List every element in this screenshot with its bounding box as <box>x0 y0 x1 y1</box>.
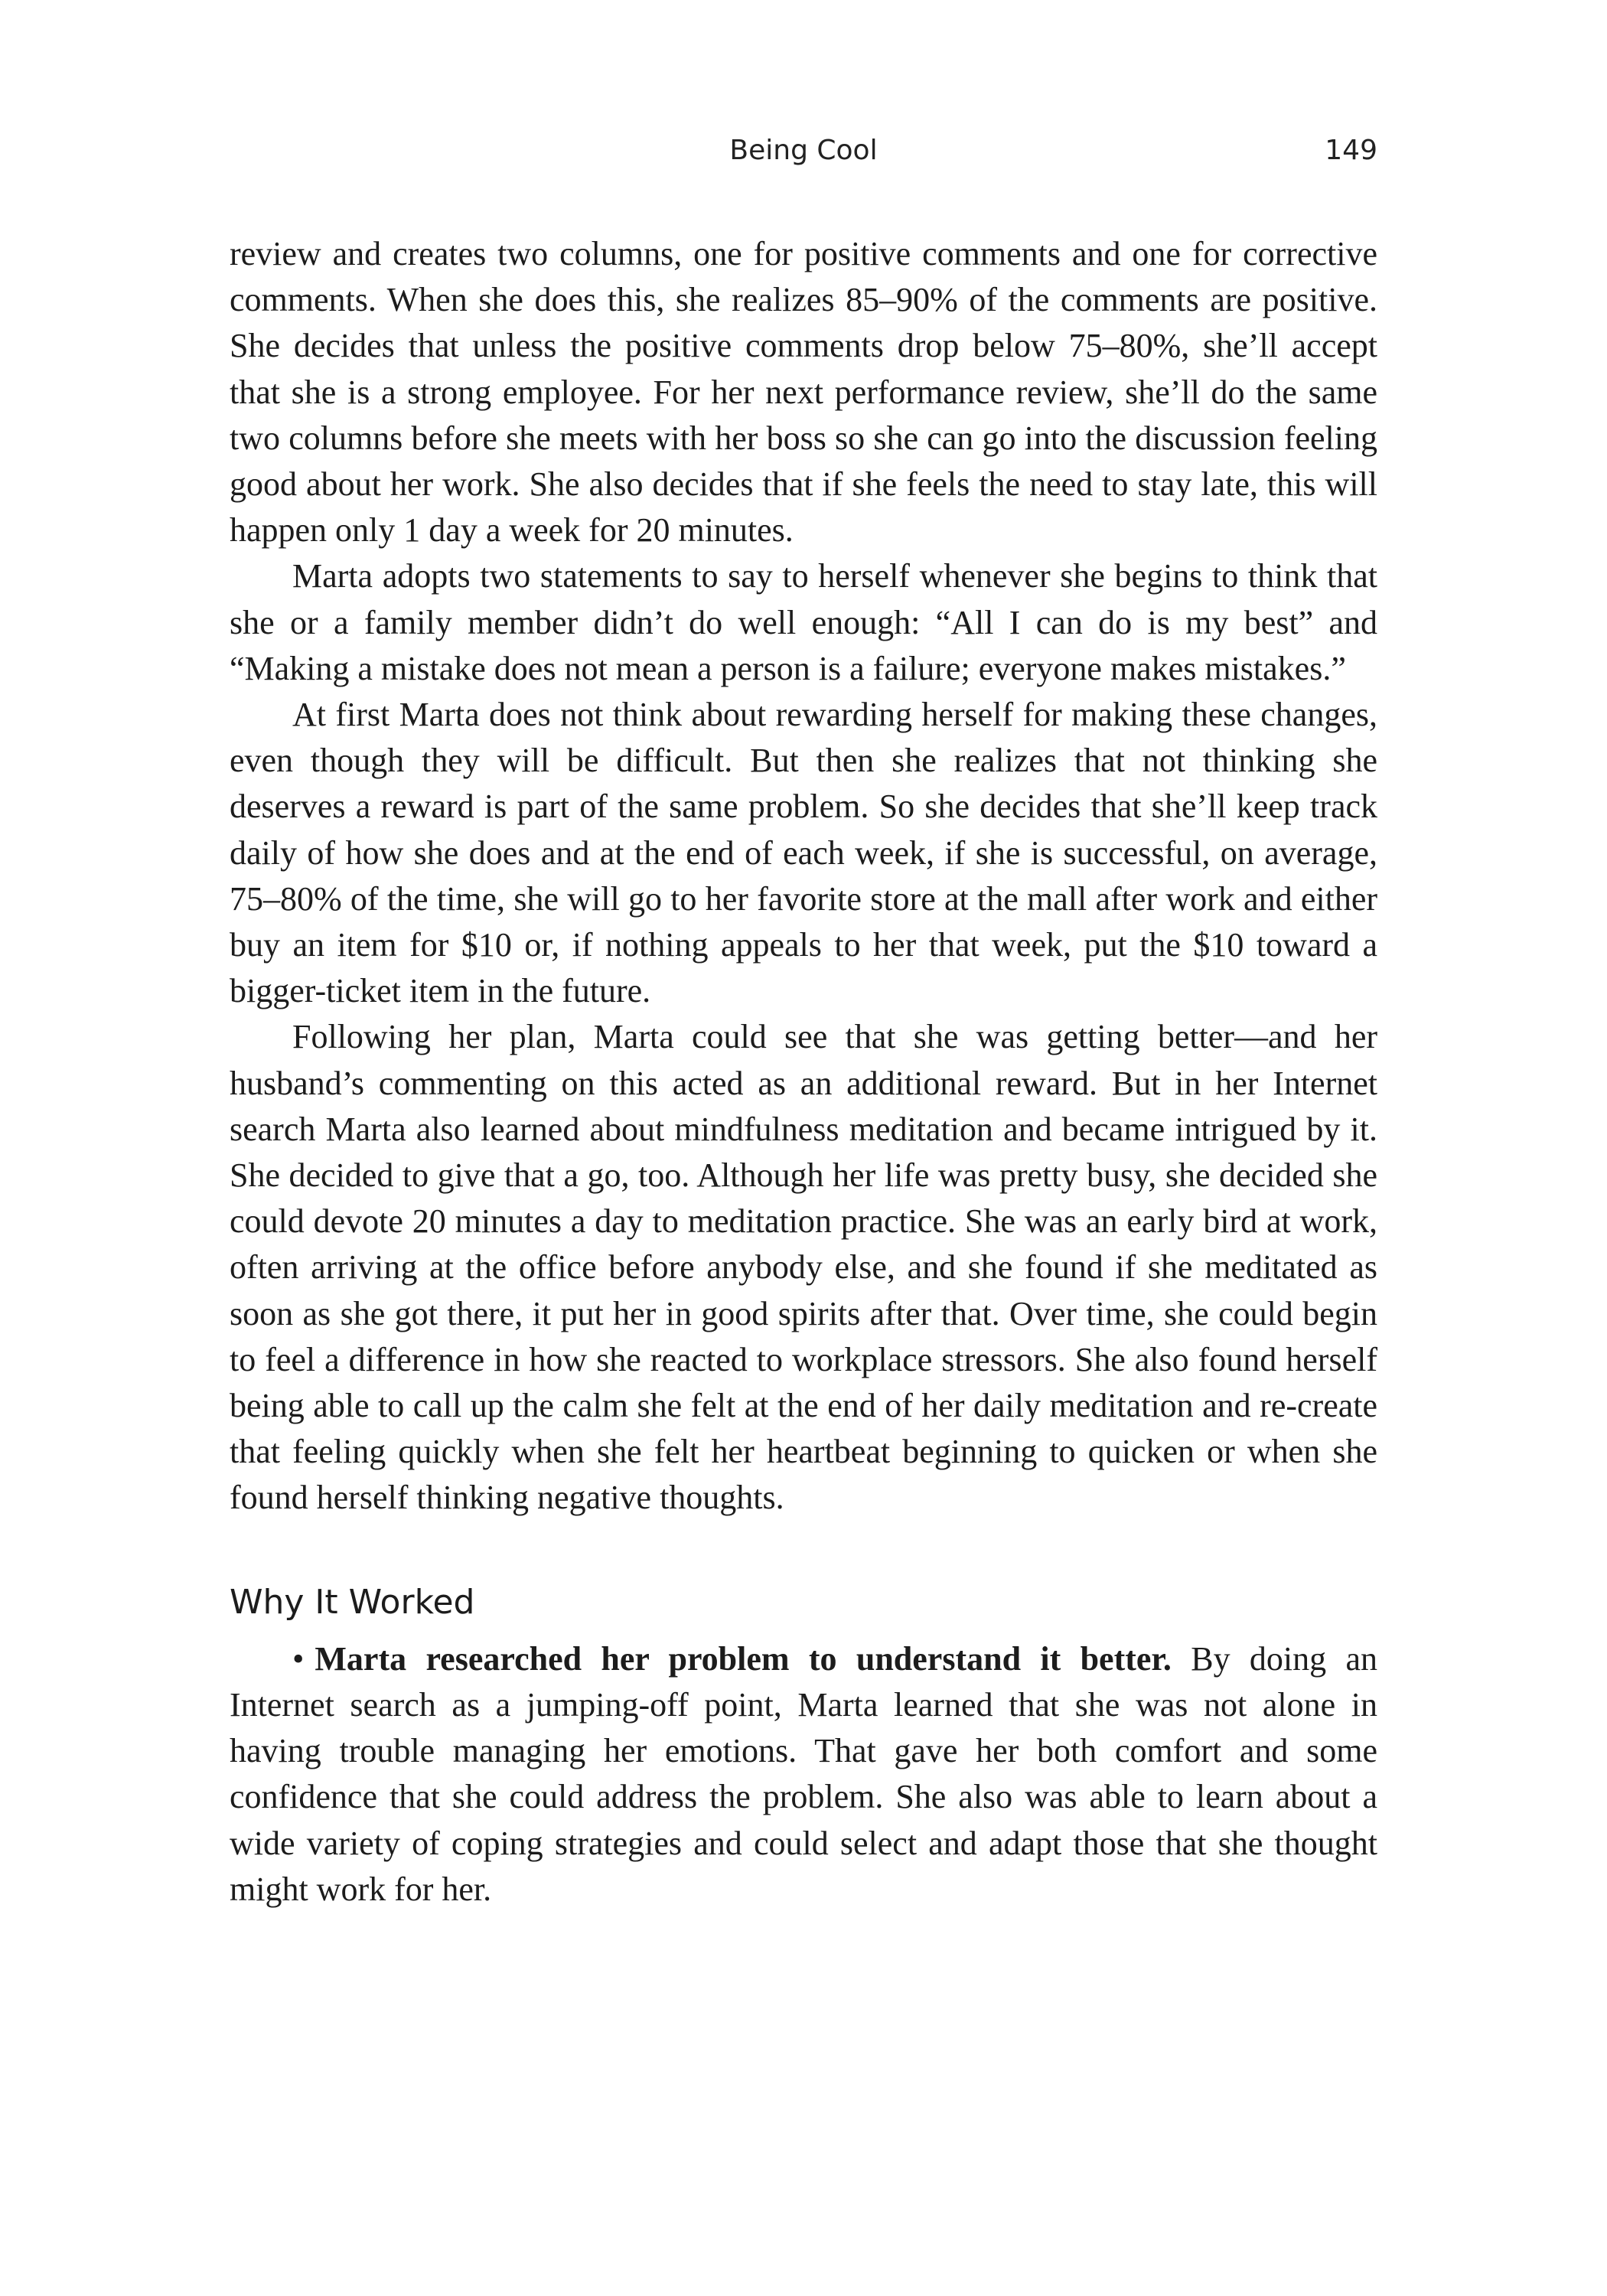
paragraph-continued: review and creates two columns, one for positive comments and one for corrective comments. When she does this, she realizes 85–90% of the comments are positive. She decides that unless the positive comments drop below 75–80%, she’ll accept that she is a strong employee. For her next performance review, she’ll do the same two columns before she meets with her boss so she can go into the discussion feeling good about her work. She also decides that if she feels the need to stay late, this will happen only 1 day a week for 20 minutes. <box>230 235 1377 550</box>
paragraph-meditation: Following her plan, Marta could see that she was getting better—and her husband’s commenting on this acted as an additional reward. But in her Internet search Marta also learned about mindfulness meditation and became intrigued by it. She decided to give that a go, too. Although her life was pretty busy, she decided she could devote 20 minutes a day to meditation practice. She was an early bird at work, often arriving at the office before anybody else, and she found if she meditated as soon as she got there, it put her in good spirits after that. Over time, she could begin to feel a difference in how she reacted to workplace stressors. She also found herself being able to call up the calm she felt at the end of her daily meditation and re-create that feeling quickly when she felt her heartbeat beginning to quicken or when she found herself thinking negative thoughts. <box>230 1018 1377 1517</box>
paragraph-statements: Marta adopts two statements to say to herself whenever she begins to think that she or a family member didn’t do well enough: “All I can do is my best” and “Making a mistake does not mean a person is a failure; everyone makes mistakes.” <box>230 557 1377 687</box>
bullet-body-text: By doing an Internet search as a jumping-off point, Marta learned that she was not alone in having trouble managing her emotions. That gave her both comfort and some confidence that she could address the problem. She also was able to learn about a wide variety of coping strategies and could select and adapt those that she thought might work for her. <box>230 1639 1378 1908</box>
section-heading: Why It Worked <box>230 1582 475 1622</box>
running-head-title: Being Cool <box>729 135 878 166</box>
page-number: 149 <box>1325 135 1377 166</box>
bullet-lead-text: Marta researched her problem to understand it better. <box>315 1639 1172 1678</box>
running-header <box>230 135 1377 173</box>
paragraph-rewards: At first Marta does not think about rewarding herself for making these changes, even though they will be difficult. But then she realizes that not thinking she deserves a reward is part of the same problem. So she decides that she’ll keep track daily of how she does and at the end of each week, if she is successful, on average, 75–80% of the time, she will go to her favorite store at the mall after work and either buy an item for $10 or, if nothing appeals to her that week, put the $10 toward a bigger-ticket item in the future. <box>230 696 1377 1010</box>
bullet-marker: • <box>292 1639 305 1678</box>
bullet-list-item <box>230 1636 1377 1913</box>
body-text <box>230 231 1377 1913</box>
